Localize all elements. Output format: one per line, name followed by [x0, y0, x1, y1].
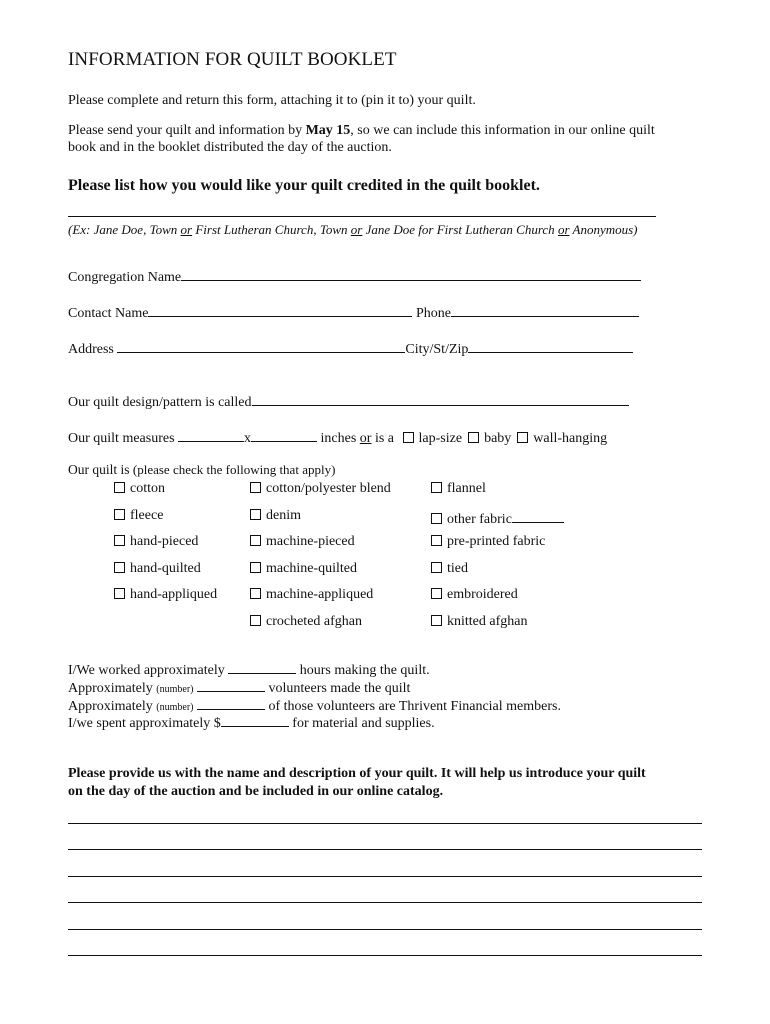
length-field[interactable] [251, 427, 317, 442]
option-knitted-afghan[interactable]: knitted afghan [431, 614, 527, 630]
option-hand-pieced[interactable]: hand-pieced [114, 534, 198, 550]
thrivent-members-field[interactable] [197, 695, 265, 710]
design-field[interactable] [252, 391, 629, 406]
checkbox[interactable] [250, 562, 261, 573]
option-fleece[interactable]: fleece [114, 508, 163, 524]
intro-instruction: Please complete and return this form, attaching it to (pin it to) your quilt. [68, 93, 476, 108]
width-field[interactable] [178, 427, 244, 442]
baby-checkbox[interactable] [468, 432, 479, 443]
hours-row: I/We worked approximately hours making the quilt. [68, 659, 430, 679]
description-heading-line2: on the day of the auction and be included in our online catalog. [68, 784, 444, 799]
phone-field[interactable] [451, 302, 639, 317]
option-machine-appliqued[interactable]: machine-appliqued [250, 587, 373, 603]
hours-field[interactable] [228, 659, 296, 674]
option-cotton[interactable]: cotton [114, 481, 165, 497]
credit-heading: Please list how you would like your quilt credited in the quilt booklet. [68, 177, 540, 194]
checkbox[interactable] [250, 535, 261, 546]
contact-row: Contact Name Phone [68, 302, 639, 322]
checkbox[interactable] [431, 615, 442, 626]
checkbox[interactable] [431, 588, 442, 599]
design-row: Our quilt design/pattern is called [68, 391, 629, 411]
option-cotton-polyester-blend[interactable]: cotton/polyester blend [250, 481, 391, 497]
spent-field[interactable] [221, 712, 289, 727]
measures-row: Our quilt measures x inches or is a lap-size baby wall-hanging [68, 427, 607, 447]
checkbox[interactable] [114, 562, 125, 573]
option-embroidered[interactable]: embroidered [431, 587, 518, 603]
thrivent-row: Approximately (number) of those volunteers are Thrivent Financial members. [68, 695, 561, 715]
option-pre-printed-fabric[interactable]: pre-printed fabric [431, 534, 545, 550]
description-line-3[interactable] [68, 876, 702, 877]
quilt-is-label: Our quilt is (please check the following that apply) [68, 462, 336, 477]
congregation-row: Congregation Name [68, 266, 641, 286]
description-line-6[interactable] [68, 955, 702, 956]
option-hand-quilted[interactable]: hand-quilted [114, 561, 201, 577]
contact-name-field[interactable] [148, 302, 412, 317]
checkbox[interactable] [431, 482, 442, 493]
address-field[interactable] [117, 338, 405, 353]
intro-deadline: Please send your quilt and information by May 15, so we can include this information in our online quilt [68, 123, 655, 138]
option-hand-appliqued[interactable]: hand-appliqued [114, 587, 217, 603]
option-machine-pieced[interactable]: machine-pieced [250, 534, 355, 550]
checkbox[interactable] [431, 535, 442, 546]
description-line-1[interactable] [68, 823, 702, 824]
checkbox[interactable] [431, 562, 442, 573]
wall-hanging-checkbox[interactable] [517, 432, 528, 443]
description-line-2[interactable] [68, 849, 702, 850]
option-denim[interactable]: denim [250, 508, 301, 524]
page-title: INFORMATION FOR QUILT BOOKLET [68, 49, 397, 70]
checkbox[interactable] [250, 509, 261, 520]
spent-row: I/we spent approximately $ for material and supplies. [68, 712, 435, 732]
option-machine-quilted[interactable]: machine-quilted [250, 561, 357, 577]
option-crocheted-afghan[interactable]: crocheted afghan [250, 614, 362, 630]
volunteers-row: Approximately (number) volunteers made the quilt [68, 677, 410, 697]
option-flannel[interactable]: flannel [431, 481, 486, 497]
description-line-5[interactable] [68, 929, 702, 930]
volunteers-field[interactable] [197, 677, 265, 692]
checkbox[interactable] [250, 615, 261, 626]
deadline-date: May 15 [305, 123, 351, 138]
checkbox[interactable] [250, 482, 261, 493]
checkbox[interactable] [114, 535, 125, 546]
checkbox[interactable] [114, 482, 125, 493]
checkbox[interactable] [250, 588, 261, 599]
checkbox[interactable] [114, 588, 125, 599]
description-line-4[interactable] [68, 902, 702, 903]
checkbox[interactable] [431, 513, 442, 524]
checkbox[interactable] [114, 509, 125, 520]
lap-size-checkbox[interactable] [403, 432, 414, 443]
credit-example: (Ex: Jane Doe, Town or First Lutheran Church, Town or Jane Doe for First Lutheran Church or Anonymous) [68, 222, 638, 237]
address-row: Address City/St/Zip [68, 338, 633, 358]
city-state-zip-field[interactable] [468, 338, 633, 353]
option-tied[interactable]: tied [431, 561, 468, 577]
credit-input-line[interactable] [68, 216, 656, 217]
congregation-field[interactable] [181, 266, 641, 281]
description-heading: Please provide us with the name and description of your quilt. It will help us introduce your quilt [68, 766, 646, 781]
option-other-fabric[interactable]: other fabric [431, 508, 564, 528]
other-fabric-field[interactable] [512, 508, 564, 523]
intro-deadline-line2: book and in the booklet distributed the day of the auction. [68, 140, 392, 155]
